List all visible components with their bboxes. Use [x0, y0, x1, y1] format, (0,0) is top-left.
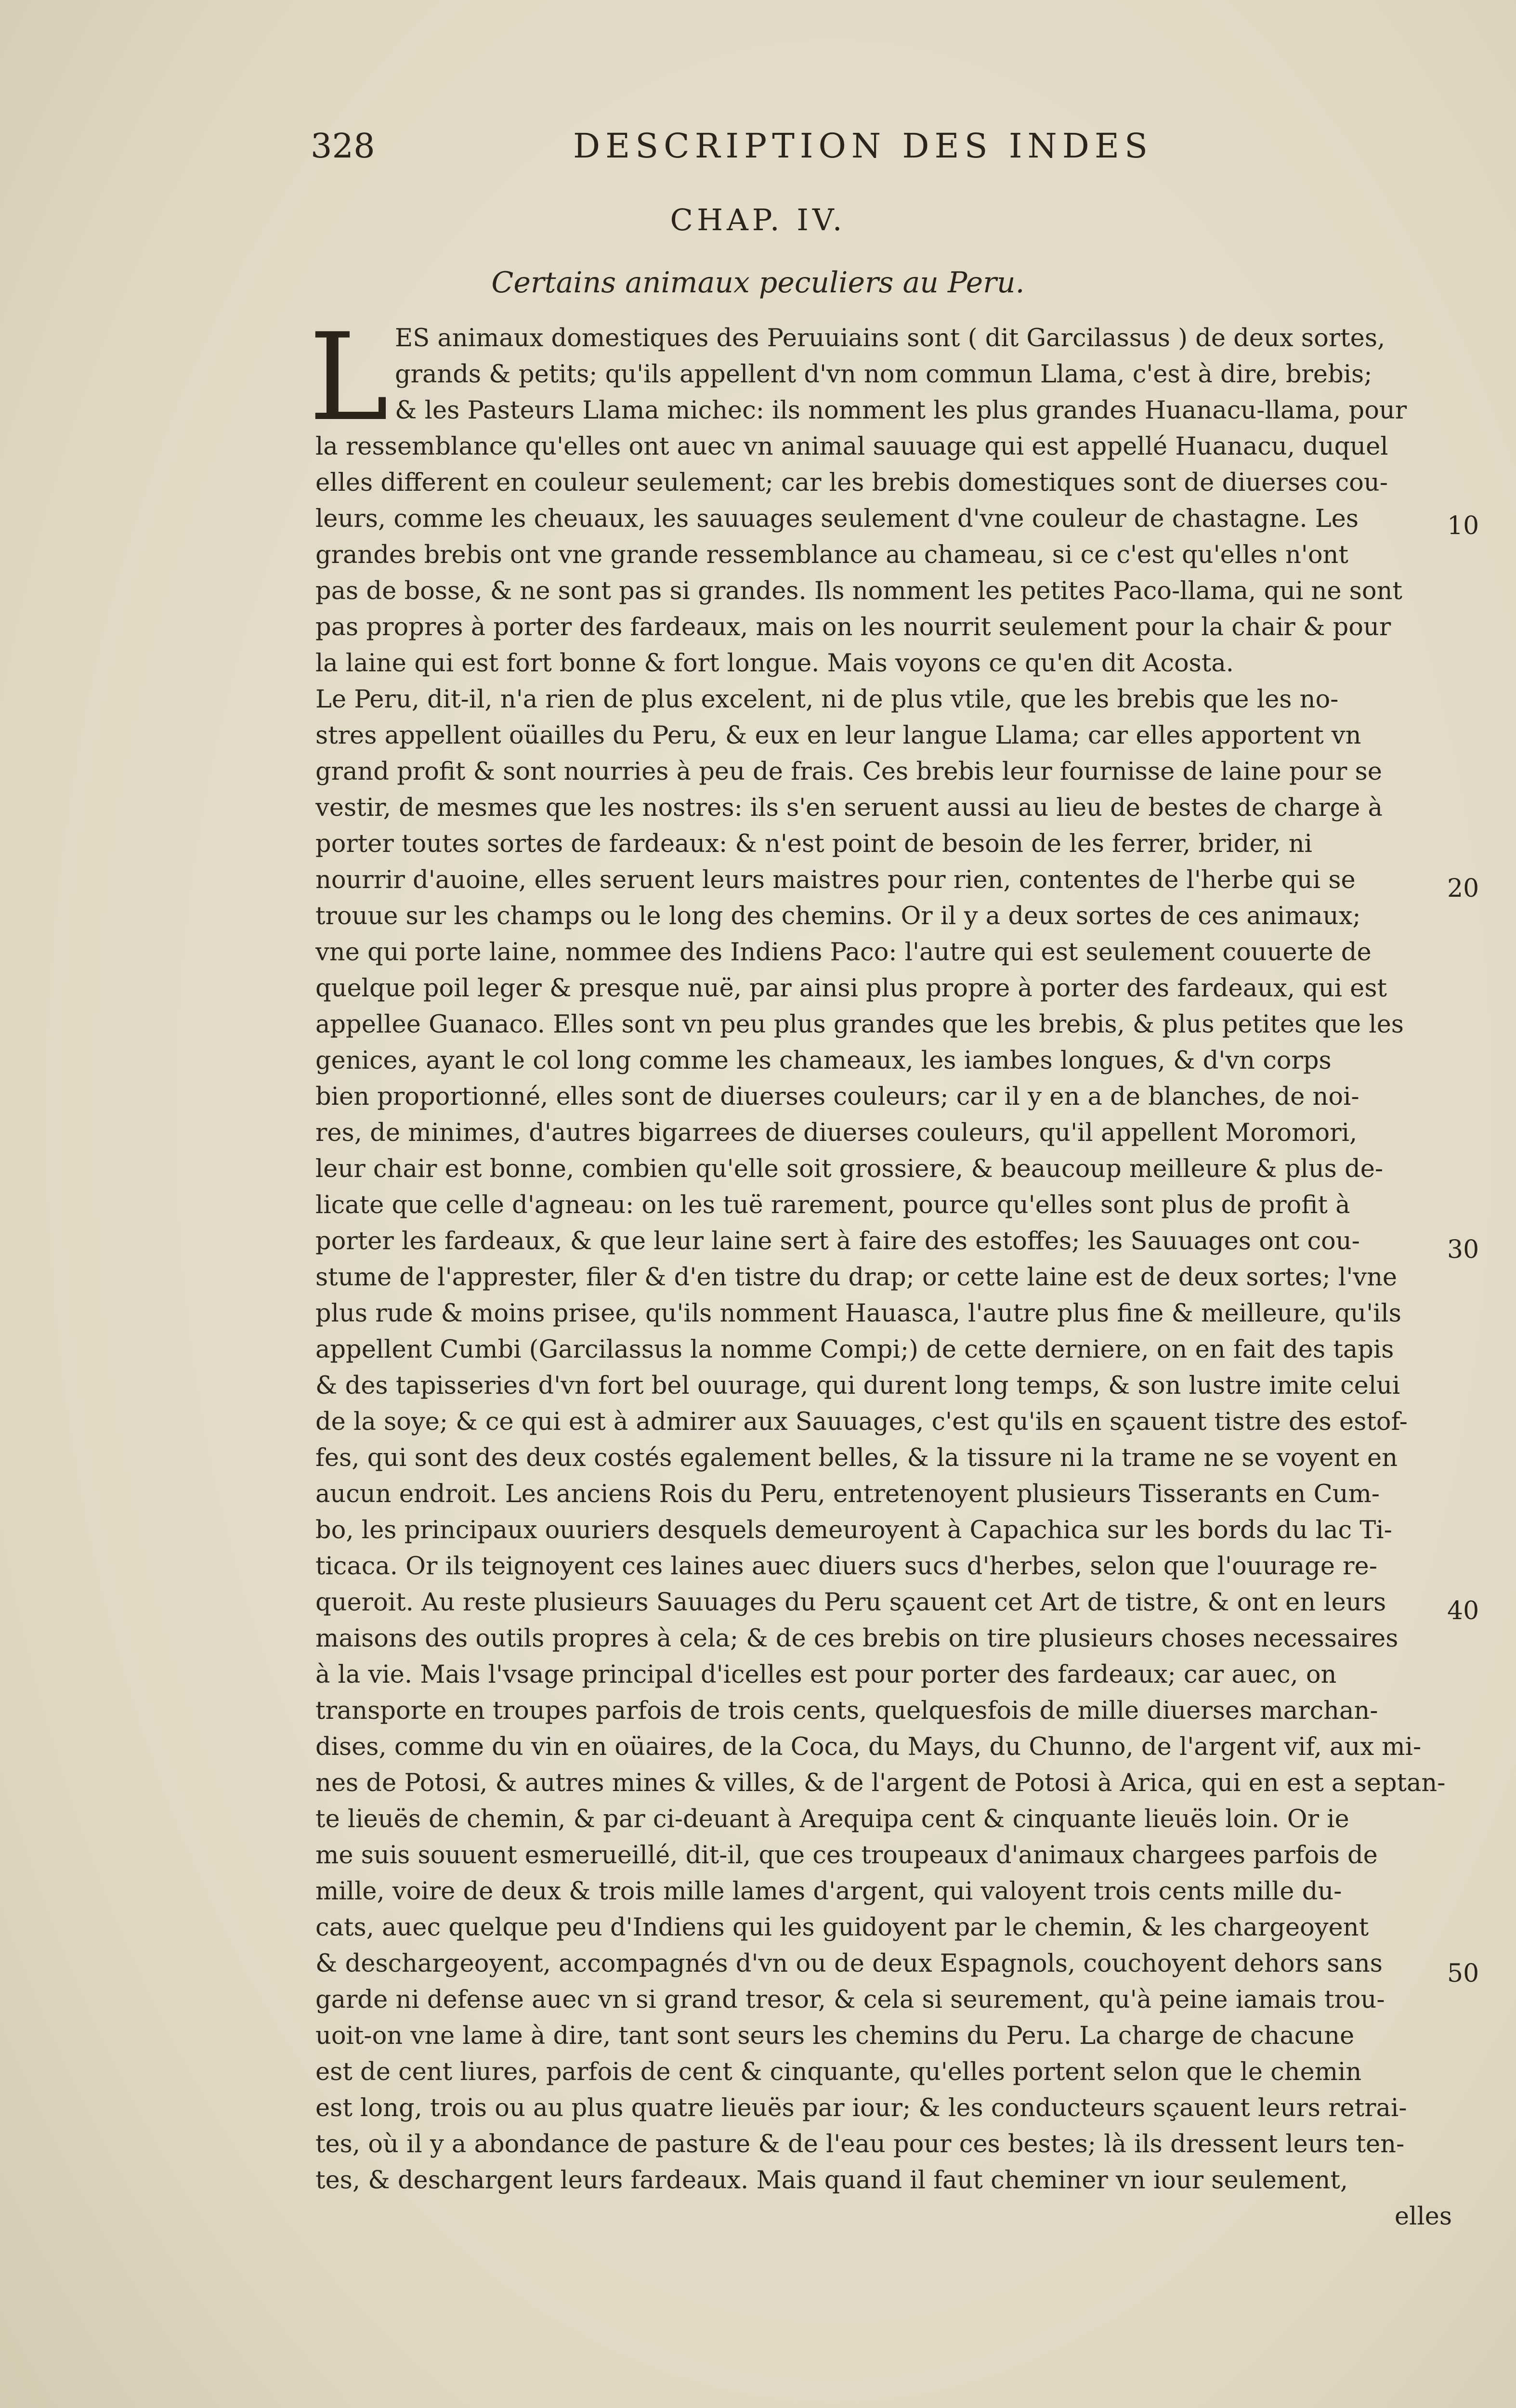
- text-line: plus rude & moins prisee, qu'ils nomment Hauasca, l'autre plus fine & meilleure, qu'ils: [315, 1299, 1401, 1328]
- text-line: grandes brebis ont vne grande ressemblance au chameau, si ce c'est qu'elles n'ont: [315, 541, 1348, 569]
- text-line: vestir, de mesmes que les nostres: ils s'en seruent aussi au lieu de bestes de charge à: [315, 794, 1383, 822]
- text-line: bien proportionné, elles sont de diuerses couleurs; car il y en a de blanches, de noi-: [315, 1083, 1359, 1111]
- text-line: maisons des outils propres à cela; & de ces brebis on tire plusieurs choses necessaires: [315, 1624, 1398, 1653]
- margin-number: 40: [1447, 1597, 1479, 1625]
- text-line: de la soye; & ce qui est à admirer aux Sauuages, c'est qu'ils en sçauent tistre des estof-: [315, 1408, 1408, 1436]
- text-line: garde ni defense auec vn si grand tresor, & cela si seurement, qu'à peine iamais trou-: [315, 1986, 1385, 2014]
- text-line: porter toutes sortes de fardeaux: & n'est point de besoin de les ferrer, brider, ni: [315, 830, 1312, 858]
- text-line: grands & petits; qu'ils appellent d'vn nom commun Llama, c'est à dire, brebis;: [395, 360, 1372, 389]
- text-line: cats, auec quelque peu d'Indiens qui les guidoyent par le chemin, & les chargeoyent: [315, 1913, 1369, 1942]
- text-line: fes, qui sont des deux costés egalement belles, & la tissure ni la trame ne se voyent en: [315, 1444, 1398, 1472]
- text-line: & deschargeoyent, accompagnés d'vn ou de deux Espagnols, couchoyent dehors sans: [315, 1950, 1383, 1978]
- text-line: porter les fardeaux, & que leur laine sert à faire des estoffes; les Sauuages ont cou-: [315, 1227, 1360, 1256]
- text-line: quelque poil leger & presque nuë, par ainsi plus propre à porter des fardeaux, qui est: [315, 974, 1387, 1003]
- text-line: tes, & deschargent leurs fardeaux. Mais quand il faut cheminer vn iour seulement,: [315, 2166, 1348, 2195]
- text-line: nes de Potosi, & autres mines & villes, & de l'argent de Potosi à Arica, qui en est a septan-: [315, 1769, 1446, 1797]
- text-line: res, de minimes, d'autres bigarrees de diuerses couleurs, qu'il appellent Moromori,: [315, 1119, 1358, 1147]
- text-line: genices, ayant le col long comme les chameaux, les iambes longues, & d'vn corps: [315, 1047, 1332, 1075]
- text-line: leurs, comme les cheuaux, les sauuages seulement d'vne couleur de chastagne. Les: [315, 505, 1359, 533]
- text-line: grand profit & sont nourries à peu de frais. Ces brebis leur fournisse de laine pour se: [315, 758, 1382, 786]
- text-line: appellent Cumbi (Garcilassus la nomme Compi;) de cette derniere, on en fait des tapis: [315, 1335, 1394, 1364]
- text-line: Le Peru, dit-il, n'a rien de plus excelent, ni de plus vtile, que les brebis que les no-: [315, 685, 1339, 714]
- text-line: pas de bosse, & ne sont pas si grandes. Ils nomment les petites Paco-llama, qui ne sont: [315, 577, 1402, 605]
- text-line: leur chair est bonne, combien qu'elle soit grossiere, & beaucoup meilleure & plus de-: [315, 1155, 1384, 1183]
- margin-number: 20: [1447, 874, 1479, 903]
- text-line: ticaca. Or ils teignoyent ces laines auec diuers sucs d'herbes, selon que l'ouurage re-: [315, 1552, 1377, 1581]
- text-line: tes, où il y a abondance de pasture & de l'eau pour ces bestes; là ils dressent leurs ten-: [315, 2130, 1405, 2159]
- text-line: la laine qui est fort bonne & fort longue. Mais voyons ce qu'en dit Acosta.: [315, 649, 1234, 678]
- text-line: la ressemblance qu'elles ont auec vn animal sauuage qui est appellé Huanacu, duquel: [315, 432, 1388, 461]
- text-line: & des tapisseries d'vn fort bel ouurage, qui durent long temps, & son lustre imite celui: [315, 1372, 1400, 1400]
- text-line: elles different en couleur seulement; car les brebis domestiques sont de diuerses cou-: [315, 469, 1388, 497]
- text-line: pas propres à porter des fardeaux, mais on les nourrit seulement pour la chair & pour: [315, 613, 1391, 641]
- text-line: licate que celle d'agneau: on les tuë rarement, pource qu'elles sont plus de profit à: [315, 1191, 1350, 1219]
- text-line: mille, voire de deux & trois mille lames d'argent, qui valoyent trois cents mille du-: [315, 1877, 1342, 1906]
- text-line: queroit. Au reste plusieurs Sauuages du Peru sçauent cet Art de tistre, & ont en leurs: [315, 1588, 1386, 1617]
- text-line: te lieuës de chemin, & par ci-deuant à Arequipa cent & cinquante lieuës loin. Or ie: [315, 1805, 1349, 1833]
- text-line: dises, comme du vin en oüaires, de la Coca, du Mays, du Chunno, de l'argent vif, aux mi-: [315, 1733, 1422, 1761]
- text-line: me suis souuent esmerueillé, dit-il, que ces troupeaux d'animaux chargees parfois de: [315, 1841, 1378, 1870]
- running-title: DESCRIPTION DES INDES: [573, 126, 1153, 166]
- text-line: nourrir d'auoine, elles seruent leurs maistres pour rien, contentes de l'herbe qui se: [315, 866, 1356, 894]
- text-line: vne qui porte laine, nommee des Indiens Paco: l'autre qui est seulement couuerte de: [315, 938, 1372, 967]
- text-line: est de cent liures, parfois de cent & cinquante, qu'elles portent selon que le chemin: [315, 2058, 1362, 2086]
- body-text: [309, 307, 1495, 2235]
- text-line: trouue sur les champs ou le long des chemins. Or il y a deux sortes de ces animaux;: [315, 902, 1361, 930]
- catchword: elles: [1394, 2202, 1452, 2231]
- margin-number: 50: [1447, 1959, 1479, 1988]
- text-line: est long, trois ou au plus quatre lieuës par iour; & les conducteurs sçauent leurs retrai-: [315, 2094, 1407, 2122]
- chapter-subtitle: Certains animaux peculiers au Peru.: [491, 266, 1025, 300]
- chapter-heading: CHAP. IV.: [670, 202, 846, 237]
- page-number: 328: [311, 126, 375, 166]
- text-line: ES animaux domestiques des Peruuiains sont ( dit Garcilassus ) de deux sortes,: [395, 324, 1385, 353]
- margin-number: 10: [1447, 511, 1479, 540]
- text-line: & les Pasteurs Llama michec: ils nomment les plus grandes Huanacu-llama, pour: [395, 396, 1407, 425]
- text-line: stume de l'apprester, filer & d'en tistre du drap; or cette laine est de deux sortes; l'vne: [315, 1263, 1398, 1292]
- text-line: bo, les principaux ouuriers desquels demeuroyent à Capachica sur les bords du lac Ti-: [315, 1516, 1392, 1544]
- text-line: uoit-on vne lame à dire, tant sont seurs les chemins du Peru. La charge de chacune: [315, 2022, 1355, 2050]
- text-line: stres appellent oüailles du Peru, & eux en leur langue Llama; car elles apportent vn: [315, 721, 1361, 750]
- text-line: à la vie. Mais l'vsage principal d'icelles est pour porter des fardeaux; car auec, on: [315, 1661, 1337, 1689]
- text-line: aucun endroit. Les anciens Rois du Peru, entretenoyent plusieurs Tisserants en Cum-: [315, 1480, 1380, 1508]
- margin-number: 30: [1447, 1235, 1479, 1264]
- text-line: transporte en troupes parfois de trois cents, quelquesfois de mille diuerses marchan-: [315, 1697, 1378, 1725]
- text-line: appellee Guanaco. Elles sont vn peu plus grandes que les brebis, & plus petites que les: [315, 1010, 1404, 1039]
- drop-cap: L: [309, 307, 389, 447]
